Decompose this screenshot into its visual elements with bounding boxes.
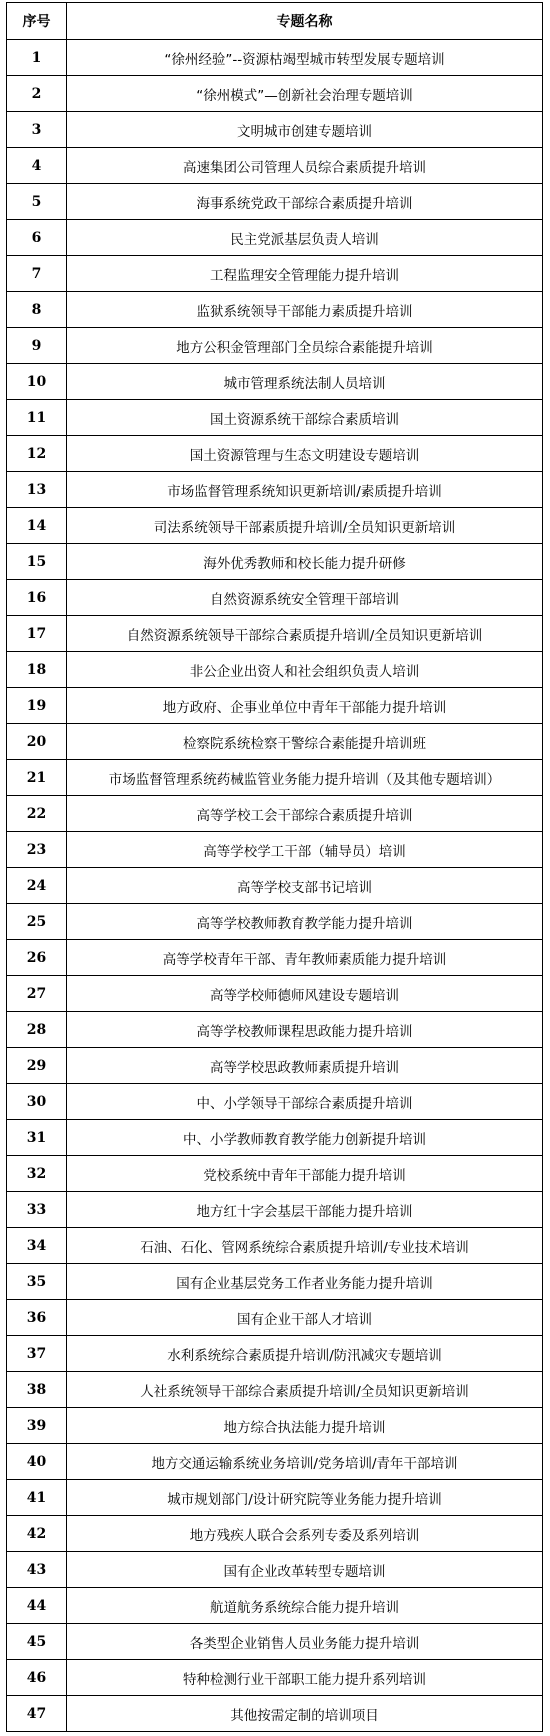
topic-name: 地方红十字会基层干部能力提升培训: [67, 1192, 543, 1228]
row-number: 3: [7, 112, 67, 148]
table-row: [7, 544, 543, 580]
row-number: 35: [7, 1264, 67, 1300]
row-number: 38: [7, 1372, 67, 1408]
topic-name: 高等学校教师课程思政能力提升培训: [67, 1012, 543, 1048]
table-row: [7, 1192, 543, 1228]
topic-name: 高等学校学工干部（辅导员）培训: [67, 832, 543, 868]
topic-name: 高等学校支部书记培训: [67, 868, 543, 904]
topic-name: 自然资源系统领导干部综合素质提升培训/全员知识更新培训: [67, 616, 543, 652]
topic-name: 高等学校教师教育教学能力提升培训: [67, 904, 543, 940]
table-row: [7, 1552, 543, 1588]
topic-name: 国土资源管理与生态文明建设专题培训: [67, 436, 543, 472]
row-number: 32: [7, 1156, 67, 1192]
topic-name: 地方综合执法能力提升培训: [67, 1408, 543, 1444]
table-row: [7, 724, 543, 760]
topic-name: 中、小学领导干部综合素质提升培训: [67, 1084, 543, 1120]
table-row: [7, 976, 543, 1012]
row-number: 30: [7, 1084, 67, 1120]
row-number: 27: [7, 976, 67, 1012]
topic-name: 石油、石化、管网系统综合素质提升培训/专业技术培训: [67, 1228, 543, 1264]
topic-name: “徐州模式”—创新社会治理专题培训: [67, 76, 543, 112]
topic-name: 国有企业改革转型专题培训: [67, 1552, 543, 1588]
row-number: 33: [7, 1192, 67, 1228]
row-number: 47: [7, 1696, 67, 1732]
table-row: [7, 184, 543, 220]
row-number: 16: [7, 580, 67, 616]
topic-name: 司法系统领导干部素质提升培训/全员知识更新培训: [67, 508, 543, 544]
topic-name: 国有企业干部人才培训: [67, 1300, 543, 1336]
topic-name: 监狱系统领导干部能力素质提升培训: [67, 292, 543, 328]
table-row: [7, 1228, 543, 1264]
table-row: [7, 436, 543, 472]
topic-name: 地方交通运输系统业务培训/党务培训/青年干部培训: [67, 1444, 543, 1480]
topic-name: 地方公积金管理部门全员综合素能提升培训: [67, 328, 543, 364]
row-number: 41: [7, 1480, 67, 1516]
topic-name: 地方政府、企事业单位中青年干部能力提升培训: [67, 688, 543, 724]
topic-name: 人社系统领导干部综合素质提升培训/全员知识更新培训: [67, 1372, 543, 1408]
table-row: [7, 112, 543, 148]
topic-name: 市场监督管理系统药械监管业务能力提升培训（及其他专题培训）: [67, 760, 543, 796]
row-number: 10: [7, 364, 67, 400]
table-row: [7, 1012, 543, 1048]
table-body: [7, 40, 543, 1732]
table-row: [7, 1444, 543, 1480]
topic-name: 工程监理安全管理能力提升培训: [67, 256, 543, 292]
row-number: 25: [7, 904, 67, 940]
table-row: [7, 1300, 543, 1336]
table-row: [7, 1624, 543, 1660]
table-row: [7, 580, 543, 616]
table-row: [7, 1336, 543, 1372]
topic-name: 高等学校工会干部综合素质提升培训: [67, 796, 543, 832]
row-number: 20: [7, 724, 67, 760]
row-number: 22: [7, 796, 67, 832]
row-number: 14: [7, 508, 67, 544]
topic-name: 党校系统中青年干部能力提升培训: [67, 1156, 543, 1192]
topic-name: 国有企业基层党务工作者业务能力提升培训: [67, 1264, 543, 1300]
topic-name: 文明城市创建专题培训: [67, 112, 543, 148]
topic-name: 民主党派基层负责人培训: [67, 220, 543, 256]
table-row: [7, 1696, 543, 1732]
header-number: 序号: [7, 3, 67, 40]
row-number: 11: [7, 400, 67, 436]
table-row: [7, 940, 543, 976]
row-number: 29: [7, 1048, 67, 1084]
table-row: [7, 40, 543, 76]
row-number: 15: [7, 544, 67, 580]
header-topic-name: 专题名称: [67, 3, 543, 40]
table-row: [7, 1048, 543, 1084]
table-row: [7, 1408, 543, 1444]
table-row: [7, 760, 543, 796]
topic-name: 检察院系统检察干警综合素能提升培训班: [67, 724, 543, 760]
table-row: [7, 1480, 543, 1516]
row-number: 2: [7, 76, 67, 112]
table-row: [7, 796, 543, 832]
row-number: 1: [7, 40, 67, 76]
row-number: 18: [7, 652, 67, 688]
row-number: 34: [7, 1228, 67, 1264]
topic-name: “徐州经验”--资源枯竭型城市转型发展专题培训: [67, 40, 543, 76]
row-number: 7: [7, 256, 67, 292]
table-row: [7, 256, 543, 292]
table-row: [7, 220, 543, 256]
row-number: 42: [7, 1516, 67, 1552]
topic-name: 高等学校师德师风建设专题培训: [67, 976, 543, 1012]
topic-name: 特种检测行业干部职工能力提升系列培训: [67, 1660, 543, 1696]
table-row: [7, 1120, 543, 1156]
training-topics-table: [6, 2, 543, 1732]
row-number: 24: [7, 868, 67, 904]
header-row: [7, 3, 543, 40]
row-number: 44: [7, 1588, 67, 1624]
row-number: 5: [7, 184, 67, 220]
table-row: [7, 148, 543, 184]
row-number: 37: [7, 1336, 67, 1372]
table-row: [7, 688, 543, 724]
row-number: 4: [7, 148, 67, 184]
topic-name: 城市规划部门/设计研究院等业务能力提升培训: [67, 1480, 543, 1516]
topic-name: 地方残疾人联合会系列专委及系列培训: [67, 1516, 543, 1552]
row-number: 31: [7, 1120, 67, 1156]
table-row: [7, 364, 543, 400]
table-row: [7, 868, 543, 904]
table-row: [7, 616, 543, 652]
table-row: [7, 1264, 543, 1300]
topic-name: 市场监督管理系统知识更新培训/素质提升培训: [67, 472, 543, 508]
table-row: [7, 292, 543, 328]
row-number: 21: [7, 760, 67, 796]
row-number: 12: [7, 436, 67, 472]
table-row: [7, 472, 543, 508]
topic-name: 城市管理系统法制人员培训: [67, 364, 543, 400]
row-number: 9: [7, 328, 67, 364]
topic-name: 高等学校思政教师素质提升培训: [67, 1048, 543, 1084]
table-row: [7, 1660, 543, 1696]
row-number: 36: [7, 1300, 67, 1336]
row-number: 39: [7, 1408, 67, 1444]
topic-name: 海外优秀教师和校长能力提升研修: [67, 544, 543, 580]
row-number: 45: [7, 1624, 67, 1660]
row-number: 13: [7, 472, 67, 508]
table-row: [7, 1372, 543, 1408]
row-number: 23: [7, 832, 67, 868]
topic-name: 航道航务系统综合能力提升培训: [67, 1588, 543, 1624]
topic-name: 国土资源系统干部综合素质培训: [67, 400, 543, 436]
row-number: 26: [7, 940, 67, 976]
topic-name: 海事系统党政干部综合素质提升培训: [67, 184, 543, 220]
topic-name: 非公企业出资人和社会组织负责人培训: [67, 652, 543, 688]
table-row: [7, 400, 543, 436]
table-row: [7, 904, 543, 940]
table-row: [7, 508, 543, 544]
topic-name: 各类型企业销售人员业务能力提升培训: [67, 1624, 543, 1660]
table-row: [7, 76, 543, 112]
topic-name: 中、小学教师教育教学能力创新提升培训: [67, 1120, 543, 1156]
row-number: 43: [7, 1552, 67, 1588]
table-row: [7, 328, 543, 364]
topic-name: 其他按需定制的培训项目: [67, 1696, 543, 1732]
row-number: 40: [7, 1444, 67, 1480]
table-row: [7, 652, 543, 688]
row-number: 19: [7, 688, 67, 724]
row-number: 8: [7, 292, 67, 328]
topic-name: 水利系统综合素质提升培训/防汛减灾专题培训: [67, 1336, 543, 1372]
topic-name: 高速集团公司管理人员综合素质提升培训: [67, 148, 543, 184]
table-row: [7, 1516, 543, 1552]
table-row: [7, 1588, 543, 1624]
row-number: 6: [7, 220, 67, 256]
row-number: 46: [7, 1660, 67, 1696]
row-number: 17: [7, 616, 67, 652]
row-number: 28: [7, 1012, 67, 1048]
table-row: [7, 1156, 543, 1192]
topic-name: 自然资源系统安全管理干部培训: [67, 580, 543, 616]
table-row: [7, 832, 543, 868]
topic-name: 高等学校青年干部、青年教师素质能力提升培训: [67, 940, 543, 976]
table-row: [7, 1084, 543, 1120]
